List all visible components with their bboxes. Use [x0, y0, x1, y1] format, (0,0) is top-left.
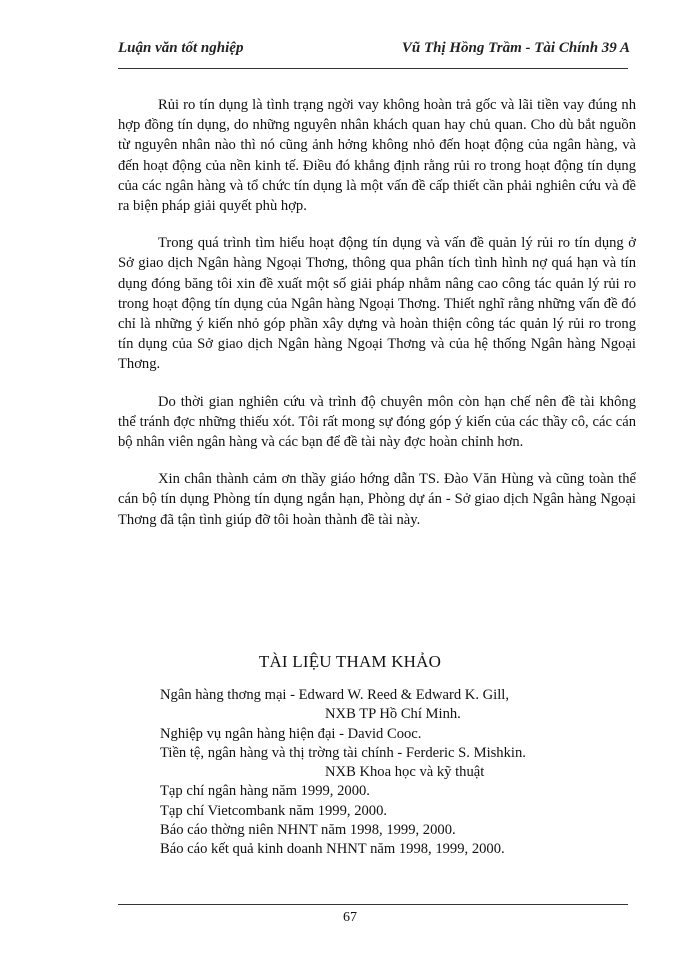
footer-divider — [118, 904, 628, 905]
paragraph-4: Xin chân thành cảm ơn thầy giáo hớng dẫn TS. Đào Văn Hùng và cũng toàn thể cán bộ tín dụng Phòng tín dụng ngắn hạn, Phòng dự án - Sở giao dịch Ngân hàng Ngoại Thơng đã tận tình giúp đỡ tôi hoàn thành đề tài này. — [118, 471, 636, 528]
running-header-left: Luận văn tốt nghiệp — [118, 40, 244, 56]
reference-item: Nghiệp vụ ngân hàng hiện đại - David Cooc. — [160, 725, 422, 742]
reference-item: Ngân hàng thơng mại - Edward W. Reed & Edward K. Gill, — [160, 687, 509, 703]
paragraph-1: Rủi ro tín dụng là tình trạng ngời vay không hoàn trả gốc và lãi tiền vay đúng nh hợp đồng tín dụng, do những nguyên nhân khách quan hay chủ quan. Cho dù bắt nguồn từ nguyên nhân nào thì nó cũng ảnh hởng không nhỏ đến hoạt động của ngân hàng, và đến hoạt động của nền kinh tế. Điều đó khẳng định rằng rủi ro trong hoạt động tín dụng của các ngân hàng và tổ chức tín dụng là một vấn đề cấp thiết cần phải nghiên cứu và đề ra biện pháp giải quyết phù hợp. — [118, 97, 636, 215]
running-header-right: Vũ Thị Hồng Trầm - Tài Chính 39 A — [401, 40, 630, 56]
reference-item: Tiền tệ, ngân hàng và thị trờng tài chính - Ferderic S. Mishkin. — [160, 744, 526, 761]
references-list — [160, 686, 640, 860]
header-divider — [118, 68, 628, 69]
paragraph-2: Trong quá trình tìm hiểu hoạt động tín dụng và vấn đề quản lý rủi ro tín dụng ở Sở giao dịch Ngân hàng Ngoại Thơng, thông qua phân tích tình hình nợ quá hạn và tín dụng đóng băng tôi xin đề xuất một số giải pháp nhằm nâng cao công tác quản lý rủi ro trong hoạt động tín dụng của Ngân hàng Ngoại Thơng. Thiết nghĩ rằng những vấn đề đó chỉ là những ý kiến nhỏ góp phần xây dựng và hoàn thiện công tác quản lý rủi ro trong tín dụng của Sở giao dịch Ngân hàng Ngoại Thơng và của hệ thống Ngân hàng Ngoại Thơng. — [118, 235, 636, 373]
paragraph-3: Do thời gian nghiên cứu và trình độ chuyên môn còn hạn chế nên đề tài không thể tránh đợc những thiếu xót. Tôi rất mong sự đóng góp ý kiến của các thầy cô, các cán bộ nhân viên ngân hàng và các bạn để đề tài này đợc hoàn chỉnh hơn. — [118, 393, 636, 451]
reference-item: Tạp chí Vietcombank năm 1999, 2000. — [160, 802, 388, 819]
page-number: 67 — [343, 910, 357, 925]
reference-item: Báo cáo kết quả kinh doanh NHNT năm 1998, 1999, 2000. — [160, 841, 505, 858]
references-title: TÀI LIỆU THAM KHẢO — [258, 652, 442, 671]
reference-item-continuation: NXB TP Hồ Chí Minh. — [325, 706, 461, 723]
reference-item-continuation: NXB Khoa học và kỹ thuật — [325, 764, 485, 781]
reference-item: Tạp chí ngân hàng năm 1999, 2000. — [160, 783, 370, 800]
body-text — [118, 95, 636, 547]
reference-item: Báo cáo thờng niên NHNT năm 1998, 1999, 2000. — [160, 822, 456, 839]
